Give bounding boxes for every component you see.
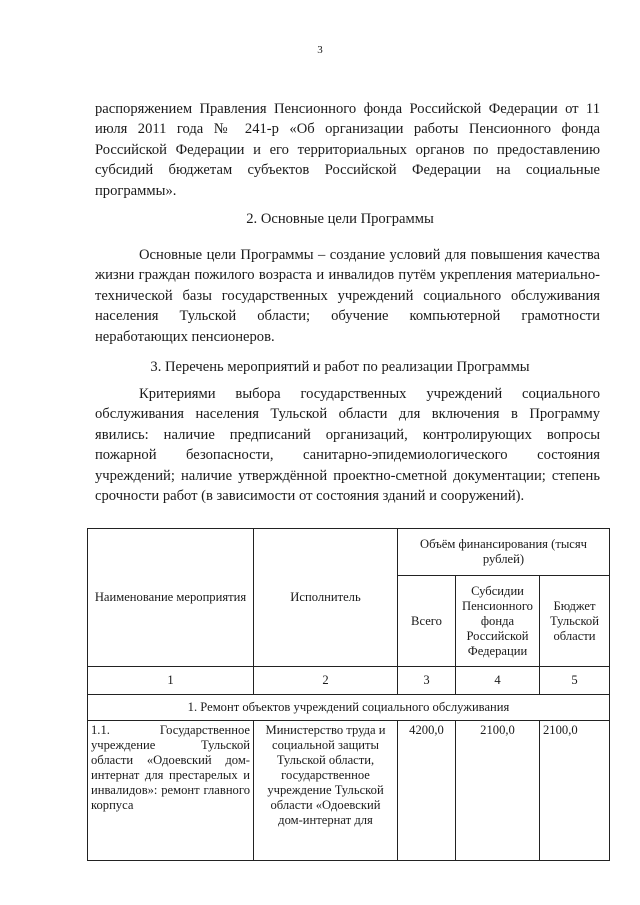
section-2-heading: 2. Основные цели Программы xyxy=(246,211,434,227)
funding-table xyxy=(87,528,610,861)
header-executor: Исполнитель xyxy=(254,529,398,667)
column-number: 2 xyxy=(254,667,398,695)
column-number: 3 xyxy=(398,667,456,695)
header-regional-budget: Бюджет Тульской области xyxy=(540,576,610,667)
page-number: 3 xyxy=(317,44,323,56)
row-regional-budget: 2100,0 xyxy=(540,721,610,861)
header-total: Всего xyxy=(398,576,456,667)
section-3-heading: 3. Перечень мероприятий и работ по реализации Программы xyxy=(150,359,530,375)
row-total: 4200,0 xyxy=(398,721,456,861)
section-2-paragraph: Основные цели Программы – создание условий для повышения качества жизни граждан пожилого возраста и инвалидов путём укрепления материально-технической базы государственных учреждений социального обслуживания населения Тульской области; обучение компьютерной грамотности неработающих пенсионеров. xyxy=(95,247,600,345)
row-event-name: 1.1. Государственное учреждение Тульской области «Одоевский дом-интернат для престарелых и инвалидов»: ремонт главного корпуса xyxy=(88,721,254,861)
header-funding-group: Объём финансирования (тысяч рублей) xyxy=(398,529,610,576)
header-event-name: Наименование мероприятия xyxy=(88,529,254,667)
table-header-row xyxy=(88,529,610,576)
header-pfr-subsidy: Субсидии Пенсионного фонда Российской Федерации xyxy=(456,576,540,667)
intro-paragraph: распоряжением Правления Пенсионного фонда Российской Федерации от 11 июля 2011 года № 241-р «Об организации работы Пенсионного фонда Российской Федерации и его территориальных органов по предоставлению субсидий бюджетам субъектов Российской Федерации на социальные программы». xyxy=(95,101,600,199)
section-row xyxy=(88,695,610,721)
column-number: 1 xyxy=(88,667,254,695)
row-executor: Министерство труда и социальной защиты Тульской области, государственное учреждение Тульской области «Одоевский дом-интернат для xyxy=(254,721,398,861)
column-number: 4 xyxy=(456,667,540,695)
section-title: 1. Ремонт объектов учреждений социального обслуживания xyxy=(88,695,610,721)
table-row xyxy=(88,721,610,861)
column-number: 5 xyxy=(540,667,610,695)
row-pfr-subsidy: 2100,0 xyxy=(456,721,540,861)
section-3-paragraph: Критериями выбора государственных учреждений социального обслуживания населения Тульской области для включения в Программу явились: наличие предписаний организаций, контролирующих вопросы пожарной безопасности, санитарно-эпидемиологического состояния учреждений; наличие утверждённой проектно-сметной документации; степень срочности работ (в зависимости от состояния зданий и сооружений). xyxy=(95,386,600,505)
column-number-row xyxy=(88,667,610,695)
